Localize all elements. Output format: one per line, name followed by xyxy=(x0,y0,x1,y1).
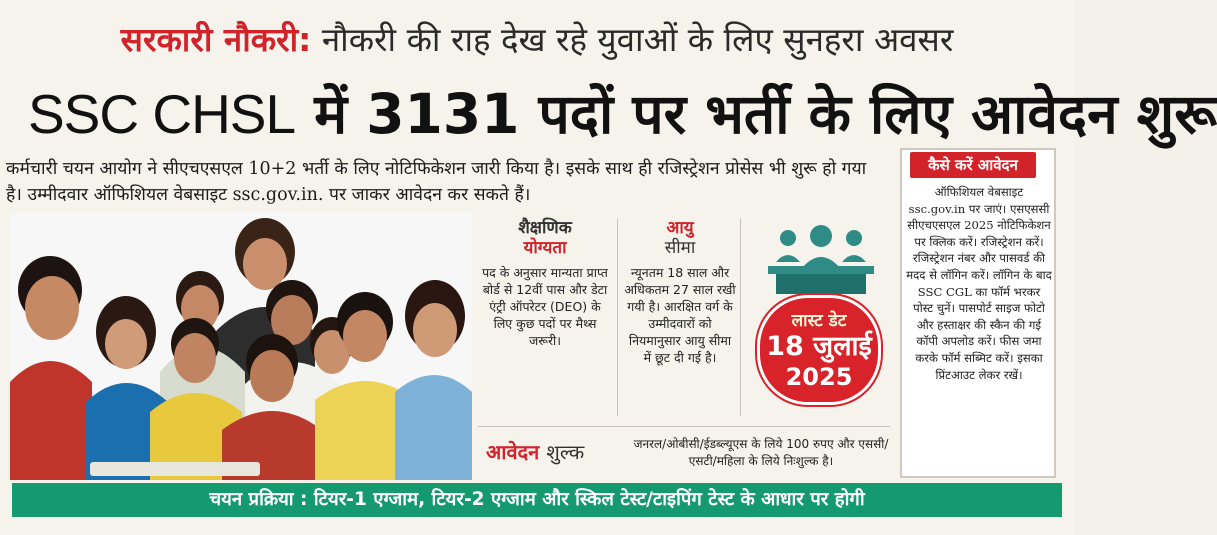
column-divider xyxy=(740,218,741,416)
column-divider xyxy=(617,218,618,416)
last-date-label: लास्ट डेट xyxy=(791,311,847,331)
qualification-title-2: योग्यता xyxy=(523,238,567,258)
how-to-apply-body: ऑफिशियल वेबसाइट ssc.gov.in पर जाएं। एसएससी सीएचएसएल 2025 नोटिफिकेशन पर क्लिक करें। रजिस्ट्रेशन करें। रजिस्ट्रेशन नंबर और पासवर्ड की मदद से लॉगिन करें। लॉगिन के बाद SSC CGL का फॉर्म भरकर पोस्ट चुनें। पासपोर्ट साइज फोटो और हस्ताक्षर की स्कैन की गई कॉपी अपलोड करें। फीस जमा करके फॉर्म सब्मिट करें। इसका प्रिंटआउट लेकर रखें। xyxy=(906,185,1052,382)
fee-label-1: आवेदन xyxy=(486,440,540,464)
qualification-body: पद के अनुसार मान्यता प्राप्त बोर्ड से 12वीं पास और डेटा एंट्री ऑपरेटर (DEO) के लिए कुछ पदों पर मैथ्स जरूरी। xyxy=(482,265,608,348)
kicker-label: सरकारी नौकरी xyxy=(120,20,299,59)
kicker-text: नौकरी की राह देख रहे युवाओं के लिए सुनहरा अवसर xyxy=(321,20,954,59)
fee-label xyxy=(486,434,626,470)
office-group-icon xyxy=(762,222,880,298)
last-date-badge xyxy=(760,298,878,402)
selection-process-banner: चयन प्रक्रिया : टियर-1 एग्जाम, टियर-2 एग्जाम और स्किल टेस्ट/टाइपिंग टेस्ट के आधार पर होगी xyxy=(12,483,1062,517)
headline-lead: SSC CHSL xyxy=(28,83,296,145)
fee-text: जनरल/ओबीसी/ईडब्ल्यूएस के लिये 100 रुपए और एससी/एसटी/महिला के लिये निःशुल्क है। xyxy=(633,437,889,468)
last-date-year: 2025 xyxy=(785,363,853,391)
students-illustration xyxy=(10,212,472,480)
kicker-line xyxy=(0,14,1074,66)
age-section xyxy=(624,218,736,366)
kicker-separator: : xyxy=(298,20,312,59)
age-title-2: सीमा xyxy=(664,238,696,258)
last-date-day-month: 18 जुलाई xyxy=(766,331,872,362)
headline-rest: में 3131 पदों पर भर्ती के लिए आवेदन शुरू xyxy=(314,82,1217,146)
qualification-section xyxy=(482,218,608,349)
how-to-apply-box xyxy=(900,148,1056,478)
fee-divider xyxy=(478,426,890,427)
qualification-title-1: शैक्षणिक xyxy=(518,218,572,238)
intro-paragraph: कर्मचारी चयन आयोग ने सीएचएसएल 10+2 भर्ती के लिए नोटिफिकेशन जारी किया है। इसके साथ ही रजिस्ट्रेशन प्रोसेस भी शुरू हो गया है। उम्मीदवार ऑफिशियल वेबसाइट ssc.gov.in. पर जाकर आवेदन कर सकते हैं। xyxy=(6,159,867,205)
age-body: न्यूनतम 18 साल और अधिकतम 27 साल रखी गयी है। आरक्षित वर्ग के उम्मीदवारों को नियमानुसार आयु सीमा में छूट दी गई है। xyxy=(624,265,736,365)
age-title-1: आयु xyxy=(666,218,694,238)
fee-label-2: शुल्क xyxy=(546,440,585,464)
students-photo xyxy=(10,212,472,480)
how-to-apply-title: कैसे करें आवेदन xyxy=(910,152,1036,178)
headline xyxy=(28,76,1217,152)
